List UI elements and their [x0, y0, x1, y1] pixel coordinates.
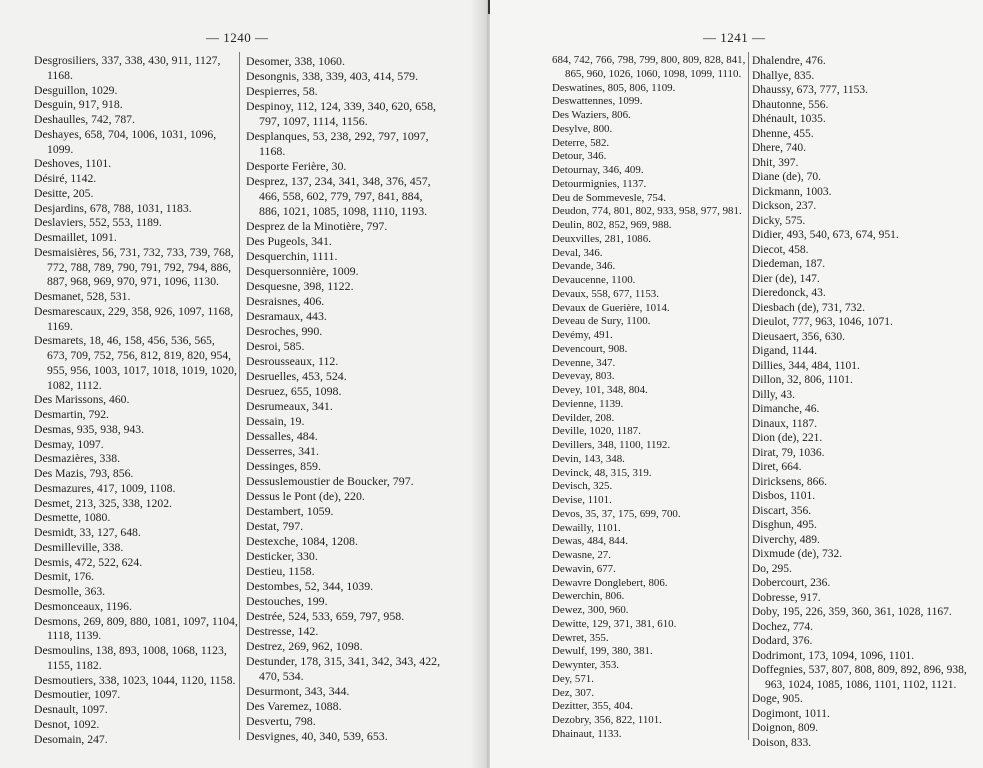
index-entry: Dixmude (de), 732.: [752, 548, 843, 560]
index-entry: Desrousseaux, 112.: [246, 354, 339, 368]
index-entry: Dessinges, 859.: [246, 459, 321, 473]
index-entry: Dewitte, 129, 371, 381, 610.: [552, 617, 677, 630]
index-entry: Desmarescaux, 229, 358, 926, 1097, 1168, 1169.: [34, 304, 234, 333]
index-entry: Des Pugeols, 341.: [246, 234, 332, 248]
index-entry: Dodard, 376.: [752, 635, 813, 647]
index-entry: Despierres, 58.: [246, 84, 318, 98]
index-entry: Desruez, 655, 1098.: [246, 384, 342, 398]
index-entry: Destouches, 199.: [246, 594, 328, 608]
index-entry: Desvertu, 798.: [246, 714, 316, 728]
index-entry: Dewynter, 353.: [552, 659, 620, 671]
index-entry: Dewulf, 199, 380, 381.: [552, 645, 653, 658]
left-page: [0, 0, 488, 768]
index-entry: Des Varemez, 1088.: [246, 699, 342, 713]
index-entry: Diret, 664.: [752, 461, 802, 473]
index-entry: Desmoutier, 1097.: [34, 688, 121, 702]
index-entry: Desraisnes, 406.: [246, 294, 325, 308]
index-entry: Dilly, 43.: [752, 388, 796, 401]
index-entry: Destexche, 1084, 1208.: [246, 534, 358, 548]
index-entry: Detourmignies, 1137.: [552, 177, 647, 190]
index-entry: Dobercourt, 236.: [752, 577, 831, 589]
index-entry: Dhallye, 835.: [752, 69, 815, 82]
index-entry: Desmanet, 528, 531.: [34, 290, 131, 303]
index-entry: Doffegnies, 537, 807, 808, 809, 892, 896, 938, 963, 1024, 1085, 1086, 1101, 1102, 1121.: [752, 664, 967, 691]
index-entry: Devenne, 347.: [552, 356, 616, 369]
index-entry: Dewasne, 27.: [552, 549, 611, 561]
index-entry: Devilder, 208.: [552, 411, 615, 424]
page-number-1240: — 1240 —: [206, 30, 269, 45]
index-column-3: [552, 54, 746, 742]
index-entry: Desrumeaux, 341.: [246, 399, 333, 413]
index-entry: Desserres, 341.: [246, 444, 319, 458]
index-entry: Dogimont, 1011.: [752, 707, 830, 720]
index-entry: Devise, 1101.: [552, 494, 612, 506]
index-entry: Diricksens, 866.: [752, 475, 828, 488]
index-entry: Desplanques, 53, 238, 292, 797, 1097, 1168.: [246, 129, 429, 158]
index-entry: Dessain, 19.: [246, 414, 305, 428]
index-entry: Dhit, 397.: [752, 156, 799, 169]
index-entry: Didier, 493, 540, 673, 674, 951.: [752, 229, 899, 241]
index-entry: Desnault, 1097.: [34, 703, 108, 716]
right-page: [490, 0, 983, 768]
index-entry: Dhainaut, 1133.: [552, 727, 622, 740]
index-entry: Despinoy, 112, 124, 339, 340, 620, 658, 797, 1097, 1114, 1156.: [246, 99, 437, 128]
index-entry: Destresse, 142.: [246, 624, 319, 638]
index-entry: Diecot, 458.: [752, 243, 809, 256]
index-entry: Deslaviers, 552, 553, 1189.: [34, 216, 162, 230]
index-entry: Deswatines, 805, 806, 1109.: [552, 81, 676, 94]
index-entry: Doby, 195, 226, 359, 360, 361, 1028, 1167.: [752, 606, 952, 618]
index-entry: Desmazières, 338.: [34, 452, 121, 466]
index-entry: Doison, 833.: [752, 736, 812, 749]
index-entry: Dhautonne, 556.: [752, 98, 829, 111]
index-entry: Discart, 356.: [752, 504, 812, 517]
index-entry: Desmoutiers, 338, 1023, 1044, 1120, 1158.: [34, 673, 236, 687]
index-entry: Disghun, 495.: [752, 519, 817, 531]
index-entry: Des Marissons, 460.: [34, 393, 130, 407]
index-entry: Dez, 307.: [552, 686, 595, 699]
index-entry: Dieredonck, 43.: [752, 287, 826, 299]
index-entry: Desmidt, 33, 127, 648.: [34, 526, 141, 539]
index-entry: Desmay, 1097.: [34, 437, 104, 451]
index-entry: Des Waziers, 806.: [552, 109, 631, 121]
index-entry: Devisch, 325.: [552, 480, 613, 493]
index-entry: Devaucenne, 1100.: [552, 274, 636, 286]
index-entry: Desmit, 176.: [34, 570, 95, 584]
index-entry: Dion (de), 221.: [752, 432, 823, 444]
index-entry: Desomain, 247.: [34, 732, 108, 746]
index-entry: Desmoulins, 138, 893, 1008, 1068, 1123, 1155, 1182.: [34, 644, 227, 672]
index-entry: Dier (de), 147.: [752, 272, 820, 285]
index-entry: Dhaussy, 673, 777, 1153.: [752, 84, 869, 96]
index-entry: Désiré, 1142.: [34, 172, 97, 185]
index-entry: Dezobry, 356, 822, 1101.: [552, 714, 662, 726]
index-entry: 684, 742, 766, 798, 799, 800, 809, 828, 841, 865, 960, 1026, 1060, 1098, 1099, 1110.: [552, 54, 746, 80]
index-entry: Dhenne, 455.: [752, 127, 814, 140]
index-entry: Dickmann, 1003.: [752, 185, 832, 198]
index-entry: Dessuslemoustier de Boucker, 797.: [246, 474, 414, 488]
index-entry: Destat, 797.: [246, 519, 304, 533]
index-entry: Disbos, 1101.: [752, 490, 816, 502]
column-divider: [239, 52, 240, 740]
index-entry: Desquesne, 398, 1122.: [246, 279, 354, 293]
index-entry: Dinaux, 1187.: [752, 417, 818, 430]
index-entry: Desmolle, 363.: [34, 585, 106, 598]
index-entry: Desroi, 585.: [246, 339, 305, 353]
index-entry: Dhénault, 1035.: [752, 113, 826, 125]
index-entry: Desjardins, 678, 788, 1031, 1183.: [34, 201, 192, 215]
index-entry: Desramaux, 443.: [246, 309, 327, 323]
index-entry: Dillies, 344, 484, 1101.: [752, 359, 860, 372]
index-entry: Diedeman, 187.: [752, 258, 826, 270]
index-entry: Deuxvilles, 281, 1086.: [552, 232, 651, 245]
index-entry: Dirat, 79, 1036.: [752, 446, 825, 459]
index-entry: Dochez, 774.: [752, 620, 813, 633]
index-entry: Dodrimont, 173, 1094, 1096, 1101.: [752, 649, 915, 662]
index-entry: Deshaulles, 742, 787.: [34, 113, 135, 126]
index-entry: Diane (de), 70.: [752, 171, 821, 183]
index-entry: Deudon, 774, 801, 802, 933, 958, 977, 981.: [552, 205, 742, 218]
index-entry: Dieulot, 777, 963, 1046, 1071.: [752, 316, 893, 328]
index-entry: Detournay, 346, 409.: [552, 164, 644, 176]
page-number-1241: — 1241 —: [703, 30, 766, 45]
index-entry: Digand, 1144.: [752, 345, 818, 357]
index-entry: Desmaillet, 1091.: [34, 231, 117, 244]
index-entry: Desquersonnière, 1009.: [246, 264, 359, 278]
index-entry: Devaux de Guerière, 1014.: [552, 301, 670, 314]
index-entry: Devos, 35, 37, 175, 699, 700.: [552, 507, 681, 520]
index-entry: Devémy, 491.: [552, 329, 613, 341]
index-entry: Desmette, 1080.: [34, 511, 111, 525]
index-entry: Deveau de Sury, 1100.: [552, 315, 651, 328]
index-entry: Desnot, 1092.: [34, 717, 100, 731]
index-entry: Desmaisières, 56, 731, 732, 733, 739, 768, 772, 788, 789, 790, 791, 792, 794, 886, 887, 968, 969, 970, 971, 1096, 1130.: [34, 245, 234, 289]
index-entry: Deu de Sommevesle, 754.: [552, 191, 667, 204]
index-entry: Detour, 346.: [552, 150, 607, 163]
index-entry: Dimanche, 46.: [752, 403, 820, 415]
index-entry: Desticker, 330.: [246, 549, 318, 563]
index-entry: Devande, 346.: [552, 260, 616, 273]
index-entry: Devaux, 558, 677, 1153.: [552, 287, 659, 300]
index-entry: Dezitter, 355, 404.: [552, 700, 633, 713]
index-column-2: [246, 54, 446, 744]
index-entry: Dieusaert, 356, 630.: [752, 330, 845, 343]
index-entry: Desprez, 137, 234, 341, 348, 376, 457, 466, 558, 602, 779, 797, 841, 884, 886, 1021, 1085, 1098, 1110, 1193.: [246, 174, 431, 218]
index-entry: Desmonceaux, 1196.: [34, 599, 132, 613]
index-entry: Devevay, 803.: [552, 370, 615, 383]
index-entry: Desmis, 472, 522, 624.: [34, 555, 143, 569]
index-entry: Destambert, 1059.: [246, 504, 334, 518]
index-entry: Dickson, 237.: [752, 200, 817, 212]
index-entry: Desquerchin, 1111.: [246, 249, 338, 263]
index-entry: Devienne, 1139.: [552, 397, 624, 410]
index-entry: Des Mazis, 793, 856.: [34, 467, 134, 480]
index-entry: Destieu, 1158.: [246, 564, 315, 578]
index-entry: Desmas, 935, 938, 943.: [34, 422, 145, 436]
index-entry: Do, 295.: [752, 562, 792, 575]
index-entry: Desylve, 800.: [552, 122, 613, 135]
index-entry: Deville, 1020, 1187.: [552, 425, 641, 438]
index-entry: Desguillon, 1029.: [34, 83, 118, 97]
index-entry: Desmazures, 417, 1009, 1108.: [34, 481, 176, 495]
index-entry: Desprez de la Minotière, 797.: [246, 219, 388, 233]
column-divider: [748, 52, 749, 740]
index-entry: Devey, 101, 348, 804.: [552, 384, 648, 396]
index-entry: Deswattennes, 1099.: [552, 95, 643, 108]
index-entry: Deterre, 582.: [552, 136, 610, 149]
index-entry: Deulin, 802, 852, 969, 988.: [552, 219, 672, 231]
index-entry: Desurmont, 343, 344.: [246, 684, 350, 698]
index-entry: Desmilleville, 338.: [34, 540, 124, 554]
index-entry: Desmarets, 18, 46, 158, 456, 536, 565, 673, 709, 752, 756, 812, 819, 820, 954, 955, 956, 1003, 1017, 1018, 1019, 1020, 1082, 1112.: [34, 334, 237, 392]
index-entry: Desvignes, 40, 340, 539, 653.: [246, 729, 388, 743]
index-entry: Dewret, 355.: [552, 631, 609, 644]
index-entry: Deshoves, 1101.: [34, 157, 112, 171]
index-column-4: [752, 54, 976, 750]
index-entry: Devin, 143, 348.: [552, 452, 625, 465]
index-entry: Dhere, 740.: [752, 142, 806, 154]
index-entry: Dewavin, 677.: [552, 562, 616, 575]
index-entry: Dhalendre, 476.: [752, 55, 826, 67]
index-entry: Desguin, 917, 918.: [34, 98, 123, 112]
index-column-1: [34, 54, 238, 747]
index-entry: Devillers, 348, 1100, 1192.: [552, 439, 671, 451]
index-entry: Dillon, 32, 806, 1101.: [752, 374, 853, 386]
index-entry: Diesbach (de), 731, 732.: [752, 301, 866, 314]
index-entry: Desroches, 990.: [246, 324, 323, 338]
index-entry: Devencourt, 908.: [552, 342, 628, 355]
index-entry: Desitte, 205.: [34, 186, 94, 200]
index-entry: Diverchy, 489.: [752, 533, 820, 546]
index-entry: Dewavre Donglebert, 806.: [552, 576, 668, 589]
index-entry: Desongnis, 338, 339, 403, 414, 579.: [246, 69, 419, 83]
index-entry: Dewailly, 1101.: [552, 521, 621, 534]
index-entry: Dewas, 484, 844.: [552, 535, 628, 548]
index-entry: Desgrosiliers, 337, 338, 430, 911, 1127, 1168.: [34, 54, 221, 82]
index-entry: Destombes, 52, 344, 1039.: [246, 579, 374, 593]
index-entry: Dessus le Pont (de), 220.: [246, 489, 365, 503]
index-entry: Destrez, 269, 962, 1098.: [246, 639, 363, 653]
index-entry: Dessalles, 484.: [246, 429, 318, 443]
index-entry: Desmons, 269, 809, 880, 1081, 1097, 1104, 1118, 1139.: [34, 614, 238, 643]
index-entry: Desruelles, 453, 524.: [246, 369, 347, 383]
index-entry: Desporte Ferière, 30.: [246, 159, 347, 173]
index-entry: Dobresse, 917.: [752, 591, 821, 604]
index-entry: Doignon, 809.: [752, 722, 819, 734]
index-entry: Dewerchin, 806.: [552, 590, 625, 603]
index-entry: Destrée, 524, 533, 659, 797, 958.: [246, 609, 405, 623]
index-entry: Desmartin, 792.: [34, 408, 109, 421]
index-entry: Dicky, 575.: [752, 214, 806, 227]
index-entry: Destunder, 178, 315, 341, 342, 343, 422, 470, 534.: [246, 654, 441, 683]
index-entry: Devinck, 48, 315, 319.: [552, 466, 652, 479]
index-entry: Deval, 346.: [552, 246, 603, 259]
index-entry: Deshayes, 658, 704, 1006, 1031, 1096, 1099.: [34, 127, 217, 156]
index-entry: Doge, 905.: [752, 693, 803, 705]
index-entry: Dewez, 300, 960.: [552, 604, 629, 616]
index-entry: Desomer, 338, 1060.: [246, 54, 345, 68]
index-entry: Dey, 571.: [552, 672, 594, 685]
index-entry: Desmet, 213, 325, 338, 1202.: [34, 496, 172, 510]
